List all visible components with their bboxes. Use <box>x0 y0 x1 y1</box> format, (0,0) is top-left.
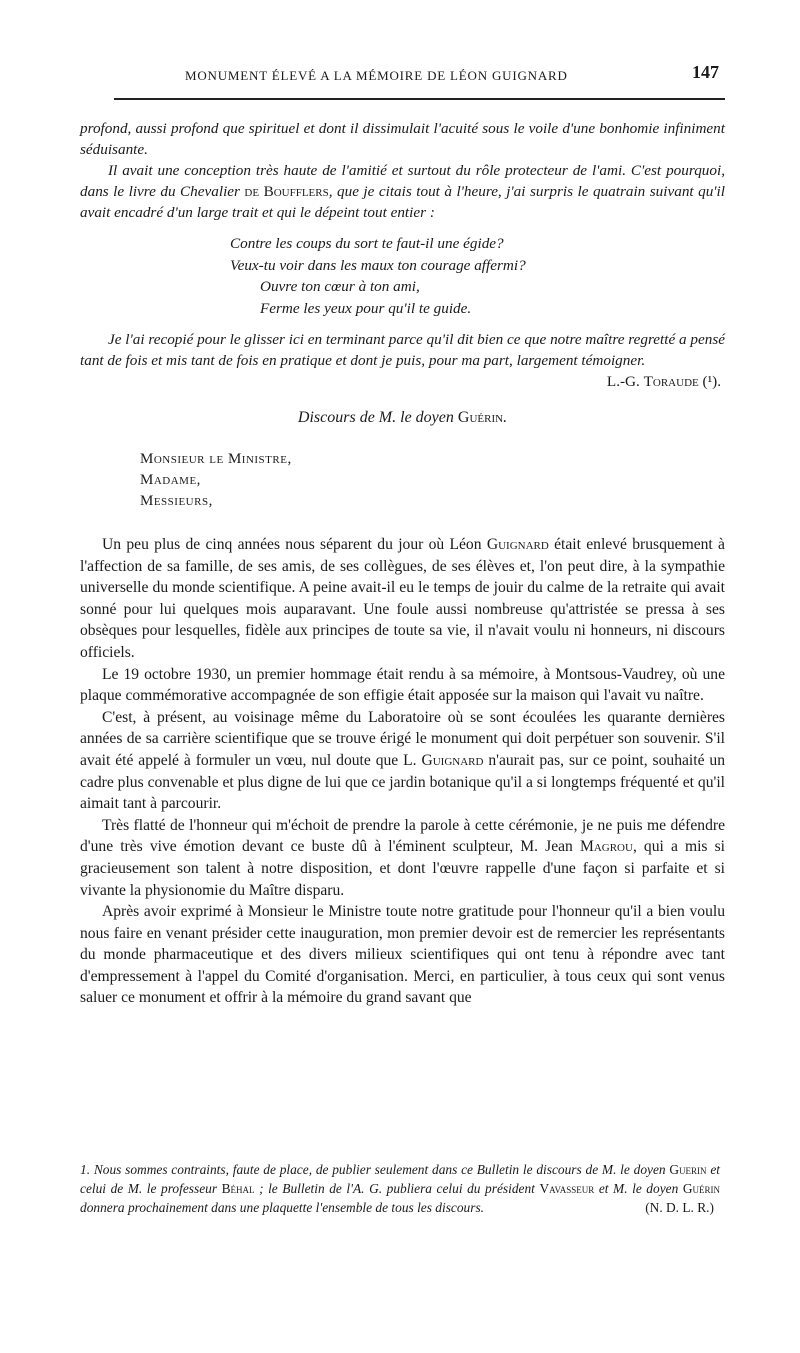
particle-de: de <box>244 183 260 200</box>
footnote-text-4: et M. le doyen <box>594 1181 683 1196</box>
speech-title-suffix: . <box>503 409 508 426</box>
body-paragraph-5: Après avoir exprimé à Monsieur le Ministre toute notre gratitude pour l'honneur qu'il a bien voulu nous faire en venant présider cette inauguration, mon premier devoir est de remercier les représentants du monde pharmaceutique et des divers milieux scientifiques qui ont tenu à répondre avec tant d'empressement à l'appel du Comité d'organisation. Merci, en particulier, à tous ceux qui sont venus saluer ce monument et offrir à la mémoire du grand savant que <box>80 903 725 1007</box>
signature-name: Toraude <box>643 373 699 390</box>
footnote-text-1: Nous sommes contraints, faute de place, de publier seulement dans ce Bulletin le discours de M. le doyen <box>90 1162 670 1177</box>
name-guignard: Guignard <box>486 536 549 553</box>
closing-section <box>80 329 725 390</box>
footnote-marker: 1. <box>80 1162 91 1177</box>
name-guignard: Guignard <box>421 751 484 769</box>
intro-text-a: Il avait une conception très haute de l'amitié et surtout du rôle protecteur de l'ami. C'est pourquoi, dans le livre du Chevalier <box>80 162 725 200</box>
name-boufflers: Boufflers <box>263 183 329 200</box>
body-p4-a: Très flatté de l'honneur qui m'échoit de prendre la parole à cette cérémonie, je ne puis me défendre d'une très vive émotion devant ce buste dû à l'éminent sculpteur, M. Jean <box>80 816 725 856</box>
body-p1-b: était enlevé brusquement à l'affection de sa famille, de ses amis, de ses collègues, de ses élèves et, l'on peut dire, à la sympathie universelle du monde scientifique. A peine avait-il eu le temps de jouir du calme de la retraite qui avait sonné pour lui quelques mois auparavant. Une foule aussi nombreuse qu'attristée se pressa à ses obsèques pour lesquelles, fidèle aux principes de toute sa vie, il n'avait voulu ni honneurs, ni discours officiels. <box>80 536 725 661</box>
footnote-ref: (¹). <box>702 373 721 390</box>
header-rule <box>114 98 725 100</box>
footnote-signature: (N. D. L. R.) <box>645 1200 714 1215</box>
name-behal: Béhal <box>221 1181 255 1196</box>
footnote-text-3: ; le Bulletin de l'A. G. publiera celui du président <box>254 1181 540 1196</box>
speech-title-name: Guérin <box>457 409 504 426</box>
speech-title-prefix: Discours de M. le doyen <box>297 409 458 426</box>
poem-line-1: Contre les coups du sort te faut-il une égide? <box>230 235 504 252</box>
body-paragraph-4 <box>80 815 725 901</box>
quatrain <box>230 233 725 319</box>
closing-paragraph <box>80 329 725 390</box>
footnote <box>80 1160 720 1217</box>
footnote-text-5: donnera prochainement dans une plaquette l'ensemble de tous les discours. <box>80 1200 485 1215</box>
speech-title <box>80 409 725 427</box>
name-vavasseur: Vavasseur <box>539 1181 595 1196</box>
body-p1-a: Un peu plus de cinq années nous séparent du jour où Léon <box>102 536 487 553</box>
name-guerin-2: Guérin <box>682 1181 720 1196</box>
running-head: MONUMENT ÉLEVÉ A LA MÉMOIRE DE LÉON GUIGNARD <box>185 68 568 83</box>
salutation <box>140 449 725 512</box>
body-paragraph-1 <box>80 534 725 664</box>
poem-line-3: Ouvre ton cœur à ton ami, <box>260 278 420 295</box>
footnote-text-2: et celui de M. le professeur <box>80 1162 720 1196</box>
closing-text: Je l'ai recopié pour le glisser ici en terminant parce qu'il dit bien ce que notre maître regretté a pensé tant de fois et mis tant de fois en pratique et dont je puis, pour ma part, largement témoigner. <box>80 331 725 369</box>
salutation-line-3: Messieurs, <box>140 493 213 509</box>
name-magrou: Magrou <box>579 838 633 856</box>
intro-text-b: , que je citais tout à l'heure, j'ai surpris le quatrain suivant qu'il avait encadré d'un large trait et qui le dépeint tout entier : <box>80 183 725 221</box>
name-guerin: Guerin <box>669 1162 707 1177</box>
salutation-line-1: Monsieur le Ministre, <box>140 451 292 467</box>
page-number: 147 <box>692 62 719 82</box>
signature <box>579 371 721 392</box>
page <box>80 62 725 1009</box>
body-paragraph-3 <box>80 707 725 815</box>
signature-initials: L.-G. <box>606 373 640 390</box>
poem-line-2: Veux-tu voir dans les maux ton courage affermi? <box>230 256 526 274</box>
page-header <box>80 62 725 98</box>
poem-line-4: Ferme les yeux pour qu'il te guide. <box>260 299 472 317</box>
speech-body <box>80 534 725 1009</box>
body-p3-b: n'aurait pas, sur ce point, souhaité un cadre plus convenable et plus digne de lui que ce jardin botanique qu'il a si longtemps fréquenté et qu'il aimait tant à parcourir. <box>80 751 725 813</box>
salutation-line-2: Madame, <box>140 472 201 488</box>
body-paragraph-2: Le 19 octobre 1930, un premier hommage était rendu à sa mémoire, à Montsous-Vaudrey, où une plaque commémorative accompagnée de son effigie était apposée sur la maison qui l'avait vu naître. <box>80 665 725 705</box>
body-p4-b: , qui a mis si gracieusement son talent à notre disposition, et dont l'œuvre rappelle d'une façon si parfaite et si vivante la physionomie du Maître disparu. <box>80 838 725 899</box>
intro-paragraph-1: profond, aussi profond que spirituel et dont il dissimulait l'acuité sous le voile d'une bonhomie infiniment séduisante. <box>80 120 725 158</box>
intro-paragraph-2 <box>80 160 725 223</box>
intro-section <box>80 118 725 223</box>
body-p3-a: C'est, à présent, au voisinage même du Laboratoire où se sont écoulées les quarante dernières années de sa carrière scientifique que se trouve érigé le monument qui doit perpétuer son souvenir. S'il avait été appelé à formuler un vœu, nul doute que L. <box>80 708 725 769</box>
